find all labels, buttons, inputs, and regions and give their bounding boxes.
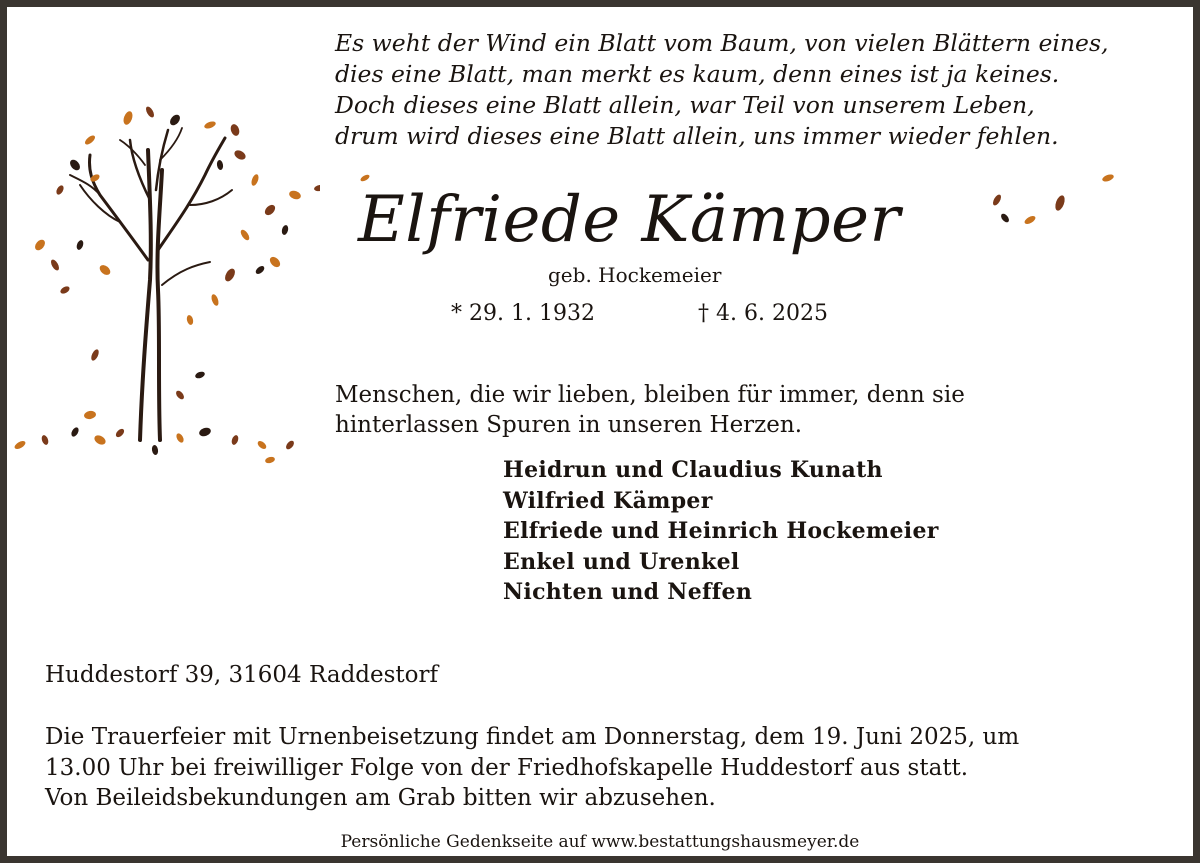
mourner-entry: Heidrun und Claudius Kunath bbox=[503, 457, 883, 483]
poem bbox=[335, 28, 1175, 152]
autumn-tree-icon bbox=[0, 0, 320, 480]
memorial-quote bbox=[335, 380, 965, 440]
mourner-entry: Elfriede und Heinrich Hockemeier bbox=[503, 518, 939, 544]
falling-leaves-icon bbox=[985, 165, 1125, 235]
service-line: 13.00 Uhr bei freiwilliger Folge von der Friedhofskapelle Huddestorf aus statt. bbox=[45, 754, 969, 781]
birth-name: geb. Hockemeier bbox=[548, 263, 722, 287]
mourner-entry: Nichten und Neffen bbox=[503, 579, 753, 605]
quote-line: Menschen, die wir lieben, bleiben für immer, denn sie bbox=[335, 382, 965, 408]
poem-line: drum wird dieses eine Blatt allein, uns immer wieder fehlen. bbox=[335, 122, 1059, 150]
poem-line: Es weht der Wind ein Blatt vom Baum, von vielen Blättern eines, bbox=[335, 29, 1109, 57]
birth-date: * 29. 1. 1932 bbox=[451, 301, 595, 326]
poem-line: dies eine Blatt, man merkt es kaum, denn eines ist ja keines. bbox=[335, 60, 1060, 88]
falling-leaves-icon bbox=[13, 105, 320, 464]
death-date: † 4. 6. 2025 bbox=[698, 301, 828, 326]
quote-line: hinterlassen Spuren in unseren Herzen. bbox=[335, 412, 803, 438]
deceased-name: Elfriede Kämper bbox=[358, 183, 901, 257]
mourners-list bbox=[503, 455, 939, 608]
service-info bbox=[45, 722, 1019, 814]
service-line: Von Beileidsbekundungen am Grab bitten wir abzusehen. bbox=[45, 785, 716, 811]
poem-line: Doch dieses eine Blatt allein, war Teil von unserem Leben, bbox=[335, 91, 1035, 119]
address: Huddestorf 39, 31604 Raddestorf bbox=[45, 662, 439, 688]
mourner-entry: Wilfried Kämper bbox=[503, 487, 713, 514]
memorial-website-note: Persönliche Gedenkseite auf www.bestattungshausmeyer.de bbox=[340, 832, 860, 852]
mourner-entry: Enkel und Urenkel bbox=[503, 548, 740, 575]
service-line: Die Trauerfeier mit Urnenbeisetzung findet am Donnerstag, dem 19. Juni 2025, um bbox=[45, 724, 1020, 750]
